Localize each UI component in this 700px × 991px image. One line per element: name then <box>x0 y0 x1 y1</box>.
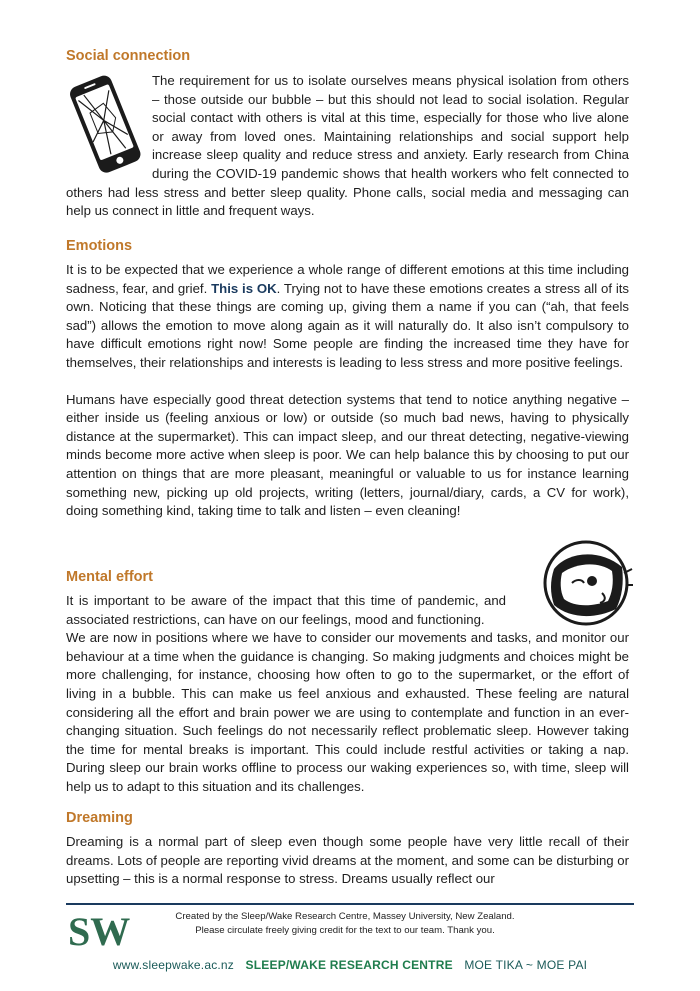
emotions-emphasis: This is OK <box>211 280 277 296</box>
emotions-paragraph-1 <box>66 261 629 373</box>
footer-credit <box>130 910 560 938</box>
pillow-face-icon <box>542 539 634 627</box>
logo-letters: SW <box>68 909 131 954</box>
mental-paragraph-2: We are now in positions where we have to consider our movements and tasks, and monitor our behaviour at a time when the guidance is changing. So making judgments and choices might be more challenging, for instance, choosing how often to go to the supermarket, or the effort of living in a bubble. This can make us feel anxious and exhausted. These feeling are natural considering all the effort and brain power we are using to contemplate and function in an ever-changing situation. Such feelings do not necessarily reflect problematic sleep. However taking the time for mental breaks is important. This could include restful activities or taking a nap. During sleep our brain works offline to process our waking experiences so, with time, sleep will help us to adapt to this situation and its challenges. <box>66 630 629 794</box>
cracked-phone-icon <box>66 72 146 180</box>
dreaming-paragraph: Dreaming is a normal part of sleep even though some people have very little recall of their dreams. Lots of people are reporting vivid dreams at the moment, and some can be disturbing or upsetting – this is a normal response to stress. Dreams usually reflect our <box>66 834 629 887</box>
social-paragraph: The requirement for us to isolate ourselves means physical isolation from others – those outside our bubble – but this should not lead to social isolation. Regular social contact with others is vital at this time, especially for those who live alone or away from loved ones. Maintaining relationships and social support help increase sleep quality and reduce stress and anxiety. Early research from China during the COVID-19 pandemic shows that health workers who felt connected to others had less stress and better sleep quality. Phone calls, social media and messaging can help us connect in little and frequent ways. <box>66 73 629 219</box>
credit-line-2: Please circulate freely giving credit for the text to our team. Thank you. <box>195 925 495 936</box>
centre-name: SLEEP/WAKE RESEARCH CENTRE <box>245 958 453 972</box>
website-link[interactable]: www.sleepwake.ac.nz <box>112 958 234 972</box>
emotions-text: It is to be expected that we experience a whole range of different emotions at this time including sadness, fear, and grief. <box>66 262 629 296</box>
section-heading: Mental effort <box>66 569 153 585</box>
section-heading: Dreaming <box>66 810 133 826</box>
sleepwake-logo <box>66 907 131 954</box>
section-dreaming <box>66 810 629 889</box>
credit-line-1: Created by the Sleep/Wake Research Centre, Massey University, New Zealand. <box>175 911 515 922</box>
section-heading: Emotions <box>66 238 133 254</box>
emotions-text: . Trying not to have these emotions creates a stress all of its own. Noticing that these things are coming up, giving them a name if you can (“ah, that feels sad”) allows the emotion to move along again as it will naturally do. It also isn’t compulsory to have difficult emotions right now! Some people are finding the increased time they have for themselves, their relationships and interests is leading to less stress and more positive feelings. <box>66 280 630 370</box>
section-social-connection <box>66 48 629 221</box>
footer-bottom-line <box>0 958 700 972</box>
mental-paragraph-1: It is important to be aware of the impact that this time of pandemic, and associated restrictions, can have on our feelings, mood and functioning. <box>66 593 506 627</box>
footer-divider <box>66 903 634 905</box>
section-heading: Social connection <box>66 48 191 64</box>
motto: MOE TIKA ~ MOE PAI <box>464 958 588 972</box>
emotions-paragraph-2: Humans have especially good threat detection systems that tend to notice anything negative – either inside us (feeling anxious or low) or outside (so much bad news, having to physically distance at the supermarket). This can impact sleep, and our threat detecting, negative-viewing minds become more active when sleep is poor. We can help balance this by choosing to put our attention on things that are more pleasant, meaningful or valuable to us for instance learning something new, picking up old projects, writing (letters, journal/diary, cards, a CV for work), doing something kind, taking time to talk and listen – even cleaning! <box>66 391 629 519</box>
section-emotions <box>66 238 629 521</box>
